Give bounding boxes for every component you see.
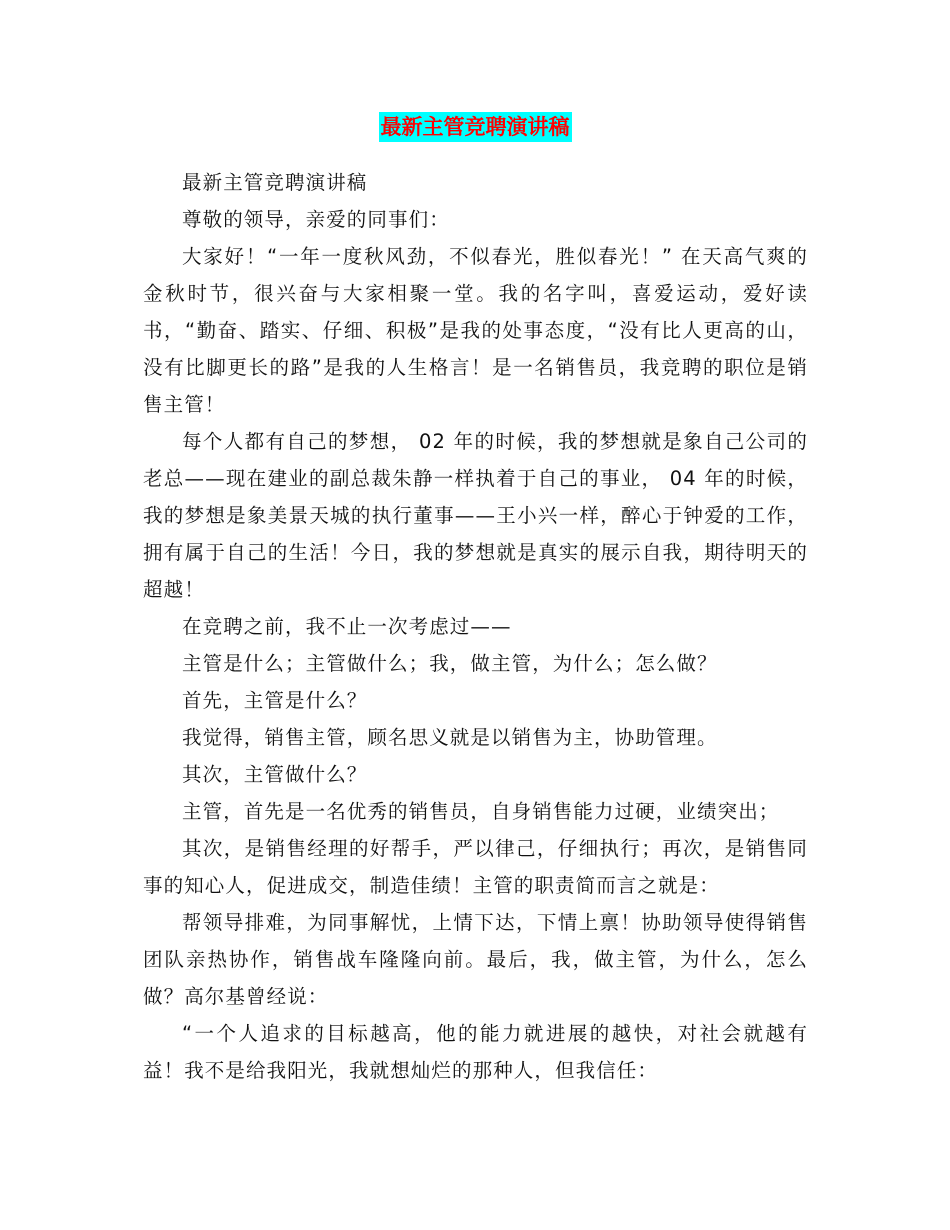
paragraph: 大家好！“一年一度秋风劲，不似春光，胜似春光！” 在天高气爽的金秋时节，很兴奋与大家相聚一堂。我的名字叫，喜爱运动，爱好读书，“勤奋、踏实、仔细、积极”是我的处事态度，“没有比人更高的山，没有比脚更长的路”是我的人生格言！是一名销售员，我竞聘的职位是销售主管！	[143, 245, 808, 416]
paragraph: 首先，主管是什么？	[182, 689, 368, 712]
paragraph: 我觉得，销售主管，顾名思义就是以销售为主，协助管理。	[182, 726, 718, 749]
paragraph: 在竞聘之前，我不止一次考虑过——	[182, 615, 512, 638]
paragraph: 帮领导排难，为同事解忧，上情下达，下情上禀！协助领导使得销售团队亲热协作，销售战车隆隆向前。最后，我，做主管，为什么，怎么做？高尔基曾经说：	[143, 911, 808, 1008]
paragraph: 主管是什么；主管做什么；我，做主管，为什么；怎么做？	[182, 652, 718, 675]
paragraph: 每个人都有自己的梦想， 02 年的时候，我的梦想就是象自己公司的老总——现在建业的副总裁朱静一样执着于自己的事业， 04 年的时候，我的梦想是象美景天城的执行董事——王小兴一样，醉心于钟爱的工作，拥有属于自己的生活！今日，我的梦想就是真实的展示自我，期待明天的超越！	[143, 430, 808, 601]
paragraph: “一个人追求的目标越高，他的能力就进展的越快，对社会就越有益！我不是给我阳光，我就想灿烂的那种人，但我信任：	[143, 1022, 808, 1082]
paragraph: 主管，首先是一名优秀的销售员，自身销售能力过硬，业绩突出；	[182, 800, 780, 823]
paragraph: 其次，主管做什么？	[182, 763, 368, 786]
paragraph: 其次，是销售经理的好帮手，严以律己，仔细执行；再次，是销售同事的知心人，促进成交，制造佳绩！主管的职责简而言之就是：	[143, 837, 808, 897]
paragraph: 最新主管竞聘演讲稿	[182, 171, 368, 194]
document-title: 最新主管竞聘演讲稿	[379, 112, 572, 142]
title-container	[0, 112, 950, 142]
paragraph: 尊敬的领导，亲爱的同事们：	[182, 208, 450, 231]
document-body	[143, 164, 808, 1089]
